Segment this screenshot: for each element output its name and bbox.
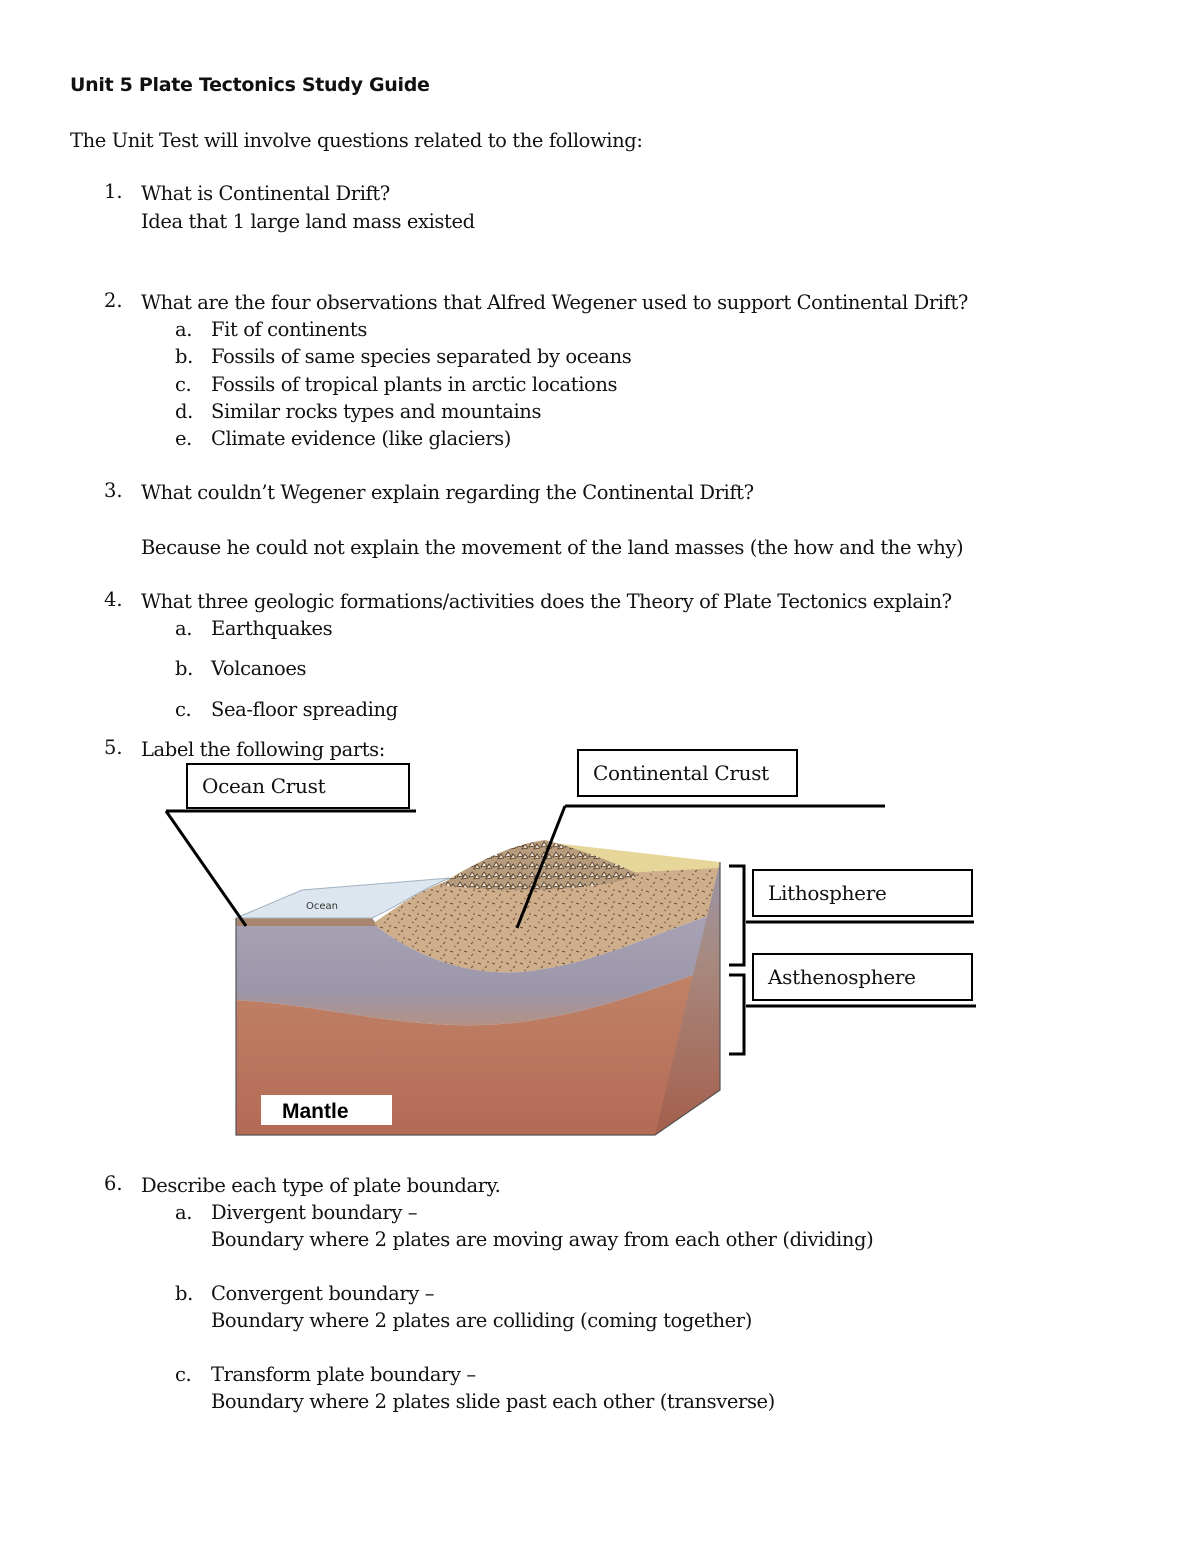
q2-item-text: Fit of continents bbox=[211, 318, 367, 341]
intro-text: The Unit Test will involve questions related to the following: bbox=[70, 129, 643, 152]
q2-item-text: Climate evidence (like glaciers) bbox=[211, 427, 511, 450]
q4-item-letter: b. bbox=[175, 657, 193, 680]
lithosphere-box bbox=[752, 869, 973, 917]
q5-question: Label the following parts: bbox=[141, 738, 385, 761]
q6-item-term: Transform plate boundary – bbox=[211, 1363, 476, 1386]
q2-item-letter: d. bbox=[175, 400, 193, 423]
lithosphere-bracket bbox=[729, 866, 744, 965]
q2-question: What are the four observations that Alfred Wegener used to support Continental Drift? bbox=[141, 291, 968, 314]
q4-item-letter: a. bbox=[175, 617, 193, 640]
q6-item-text: Boundary where 2 plates are colliding (coming together) bbox=[211, 1309, 752, 1332]
q6-number: 6. bbox=[104, 1172, 123, 1195]
asthenosphere-box bbox=[752, 953, 973, 1001]
q6-item-letter: a. bbox=[175, 1201, 193, 1224]
q2-item-letter: a. bbox=[175, 318, 193, 341]
q6-item-letter: c. bbox=[175, 1363, 192, 1386]
ocean-label: Ocean bbox=[306, 901, 338, 912]
q6-question: Describe each type of plate boundary. bbox=[141, 1174, 501, 1197]
page-title: Unit 5 Plate Tectonics Study Guide bbox=[70, 74, 430, 96]
q6-item-term: Divergent boundary – bbox=[211, 1201, 418, 1224]
q1-number: 1. bbox=[104, 180, 123, 203]
q3-question: What couldn’t Wegener explain regarding the Continental Drift? bbox=[141, 481, 754, 504]
q2-number: 2. bbox=[104, 289, 123, 312]
q1-question: What is Continental Drift? bbox=[141, 182, 390, 205]
continental-crust-label: Continental Crust bbox=[593, 761, 769, 785]
asthenosphere-label: Asthenosphere bbox=[768, 965, 916, 989]
q4-item-text: Sea-floor spreading bbox=[211, 698, 398, 721]
q2-item-letter: e. bbox=[175, 427, 192, 450]
continental-crust-box bbox=[577, 749, 798, 797]
q4-question: What three geologic formations/activities does the Theory of Plate Tectonics explain? bbox=[141, 590, 952, 613]
q6-item-term: Convergent boundary – bbox=[211, 1282, 435, 1305]
q1-answer: Idea that 1 large land mass existed bbox=[141, 210, 475, 233]
mantle-label: Mantle bbox=[282, 1100, 349, 1123]
q2-item-letter: c. bbox=[175, 373, 192, 396]
q4-item-text: Volcanoes bbox=[211, 657, 307, 680]
ocean-crust-label: Ocean Crust bbox=[202, 774, 326, 798]
q4-item-text: Earthquakes bbox=[211, 617, 333, 640]
q2-item-text: Fossils of same species separated by oceans bbox=[211, 345, 632, 368]
q3-answer: Because he could not explain the movement of the land masses (the how and the why) bbox=[141, 536, 964, 559]
q6-item-letter: b. bbox=[175, 1282, 193, 1305]
q4-number: 4. bbox=[104, 588, 123, 611]
lithosphere-label: Lithosphere bbox=[768, 881, 887, 905]
asthenosphere-bracket bbox=[729, 975, 744, 1054]
q2-item-letter: b. bbox=[175, 345, 193, 368]
q5-number: 5. bbox=[104, 736, 123, 759]
ocean-crust-layer bbox=[236, 918, 378, 926]
ocean-crust-pointer bbox=[166, 811, 246, 926]
q2-item-text: Fossils of tropical plants in arctic locations bbox=[211, 373, 618, 396]
q6-item-text: Boundary where 2 plates are moving away from each other (dividing) bbox=[211, 1228, 874, 1251]
q4-item-letter: c. bbox=[175, 698, 192, 721]
ocean-crust-box bbox=[186, 763, 410, 809]
q3-number: 3. bbox=[104, 479, 123, 502]
q2-item-text: Similar rocks types and mountains bbox=[211, 400, 542, 423]
mountain bbox=[440, 840, 640, 890]
q6-item-text: Boundary where 2 plates slide past each other (transverse) bbox=[211, 1390, 775, 1413]
